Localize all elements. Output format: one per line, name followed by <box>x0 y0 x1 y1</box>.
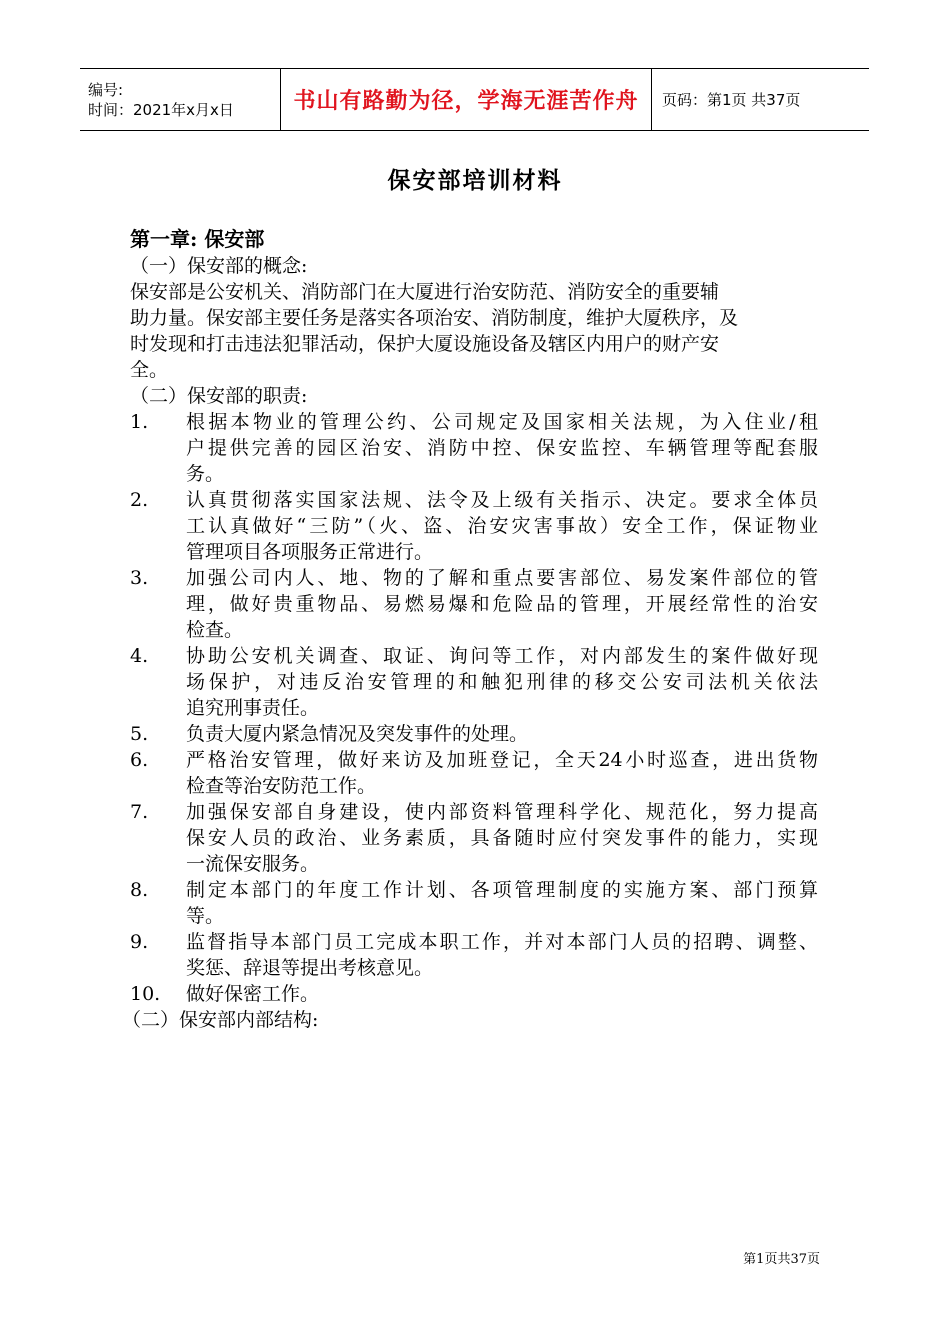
concept-paragraph <box>130 279 830 383</box>
header-motto-cell <box>280 69 652 130</box>
duty-item <box>130 981 830 1007</box>
duty-line: 监督指导本部门员工完成本职工作，并对本部门人员的招聘、调整、 <box>186 931 818 953</box>
duty-number: 4. <box>130 645 149 667</box>
duty-line: 加强公司内人、地、物的了解和重点要害部位、易发案件部位的管 <box>186 567 818 589</box>
duty-line: 检查等治安防范工作。 <box>186 775 377 797</box>
duty-item <box>130 409 830 487</box>
duty-number: 9. <box>130 931 149 953</box>
duty-text <box>186 929 818 981</box>
duty-number: 3. <box>130 567 149 589</box>
section-heading-structure: （二）保安部内部结构: <box>122 1009 319 1031</box>
concept-line: 助力量。保安部主要任务是落实各项治安、消防制度，维护大厦秩序，及 <box>130 307 739 329</box>
document-title: 保安部培训材料 <box>387 167 563 194</box>
duty-number: 2. <box>130 489 149 511</box>
duties-list <box>130 409 830 1007</box>
header-left <box>80 69 280 130</box>
number-label: 编号: <box>88 80 124 99</box>
duty-text <box>186 565 818 643</box>
concept-line: 保安部是公安机关、消防部门在大厦进行治安防范、消防安全的重要辅 <box>130 281 720 303</box>
duty-line: 做好保密工作。 <box>186 983 320 1005</box>
chapter-heading: 第一章: 保安部 <box>130 227 265 251</box>
duty-item <box>130 565 830 643</box>
duty-line: 根据本物业的管理公约、公司规定及国家相关法规，为入住业/租 <box>186 411 818 433</box>
duty-text <box>186 721 818 747</box>
page-header <box>80 68 869 131</box>
duty-line: 等。 <box>186 905 225 927</box>
duty-text <box>186 981 818 1007</box>
duty-line: 追究刑事责任。 <box>186 697 320 719</box>
duty-line: 认真贯彻落实国家法规、法令及上级有关指示、决定。要求全体员 <box>186 489 818 511</box>
section-heading-duties: （二）保安部的职责: <box>130 385 308 407</box>
duty-number: 7. <box>130 801 149 823</box>
duty-number: 1. <box>130 411 149 433</box>
duty-text <box>186 487 818 565</box>
duty-number: 5. <box>130 723 149 745</box>
duty-line: 务。 <box>186 463 225 485</box>
duty-line: 奖惩、辞退等提出考核意见。 <box>186 957 434 979</box>
concept-line: 全。 <box>130 359 169 381</box>
duty-text <box>186 877 818 929</box>
duty-text <box>186 747 818 799</box>
duty-line: 严格治安管理，做好来访及加班登记，全天24小时巡查，进出货物 <box>186 749 818 771</box>
duty-text <box>186 799 818 877</box>
duty-line: 加强保安部自身建设，使内部资料管理科学化、规范化，努力提高 <box>186 801 818 823</box>
document-body <box>122 226 830 1033</box>
duty-item <box>130 799 830 877</box>
duty-line: 保安人员的政治、业务素质，具备随时应付突发事件的能力，实现 <box>186 827 818 849</box>
duty-item <box>130 487 830 565</box>
section-heading-concept: （一）保安部的概念: <box>130 255 308 277</box>
duty-line: 检查。 <box>186 619 244 641</box>
duty-text <box>186 643 818 721</box>
duty-item <box>130 929 830 981</box>
duty-number: 10. <box>130 983 161 1005</box>
duty-number: 6. <box>130 749 149 771</box>
page-footer: 第1页共37页 <box>743 1252 820 1267</box>
header-page-info: 页码：第1页 共37页 <box>662 91 801 109</box>
duty-line: 管理项目各项服务正常进行。 <box>186 541 434 563</box>
duty-line: 负责大厦内紧急情况及突发事件的处理。 <box>186 723 529 745</box>
duty-number: 8. <box>130 879 149 901</box>
duty-item <box>130 721 830 747</box>
header-motto: 书山有路勤为径，学海无涯苦作舟 <box>293 89 639 114</box>
duty-line: 场保护，对违反治安管理的和触犯刑律的移交公安司法机关依法 <box>186 671 818 693</box>
time-label: 时间：2021年x月x日 <box>88 100 234 119</box>
duty-text <box>186 409 818 487</box>
duty-line: 一流保安服务。 <box>186 853 320 875</box>
duty-line: 户提供完善的园区治安、消防中控、保安监控、车辆管理等配套服 <box>186 437 818 459</box>
duty-item <box>130 877 830 929</box>
concept-line: 时发现和打击违法犯罪活动，保护大厦设施设备及辖区内用户的财产安 <box>130 333 720 355</box>
duty-line: 理，做好贵重物品、易燃易爆和危险品的管理，开展经常性的治安 <box>186 593 818 615</box>
duty-line: 工认真做好“三防”（火、盗、治安灾害事故）安全工作，保证物业 <box>186 515 818 537</box>
duty-item <box>130 643 830 721</box>
duty-line: 制定本部门的年度工作计划、各项管理制度的实施方案、部门预算 <box>186 879 818 901</box>
duty-item <box>130 747 830 799</box>
duty-line: 协助公安机关调查、取证、询问等工作，对内部发生的案件做好现 <box>186 645 818 667</box>
